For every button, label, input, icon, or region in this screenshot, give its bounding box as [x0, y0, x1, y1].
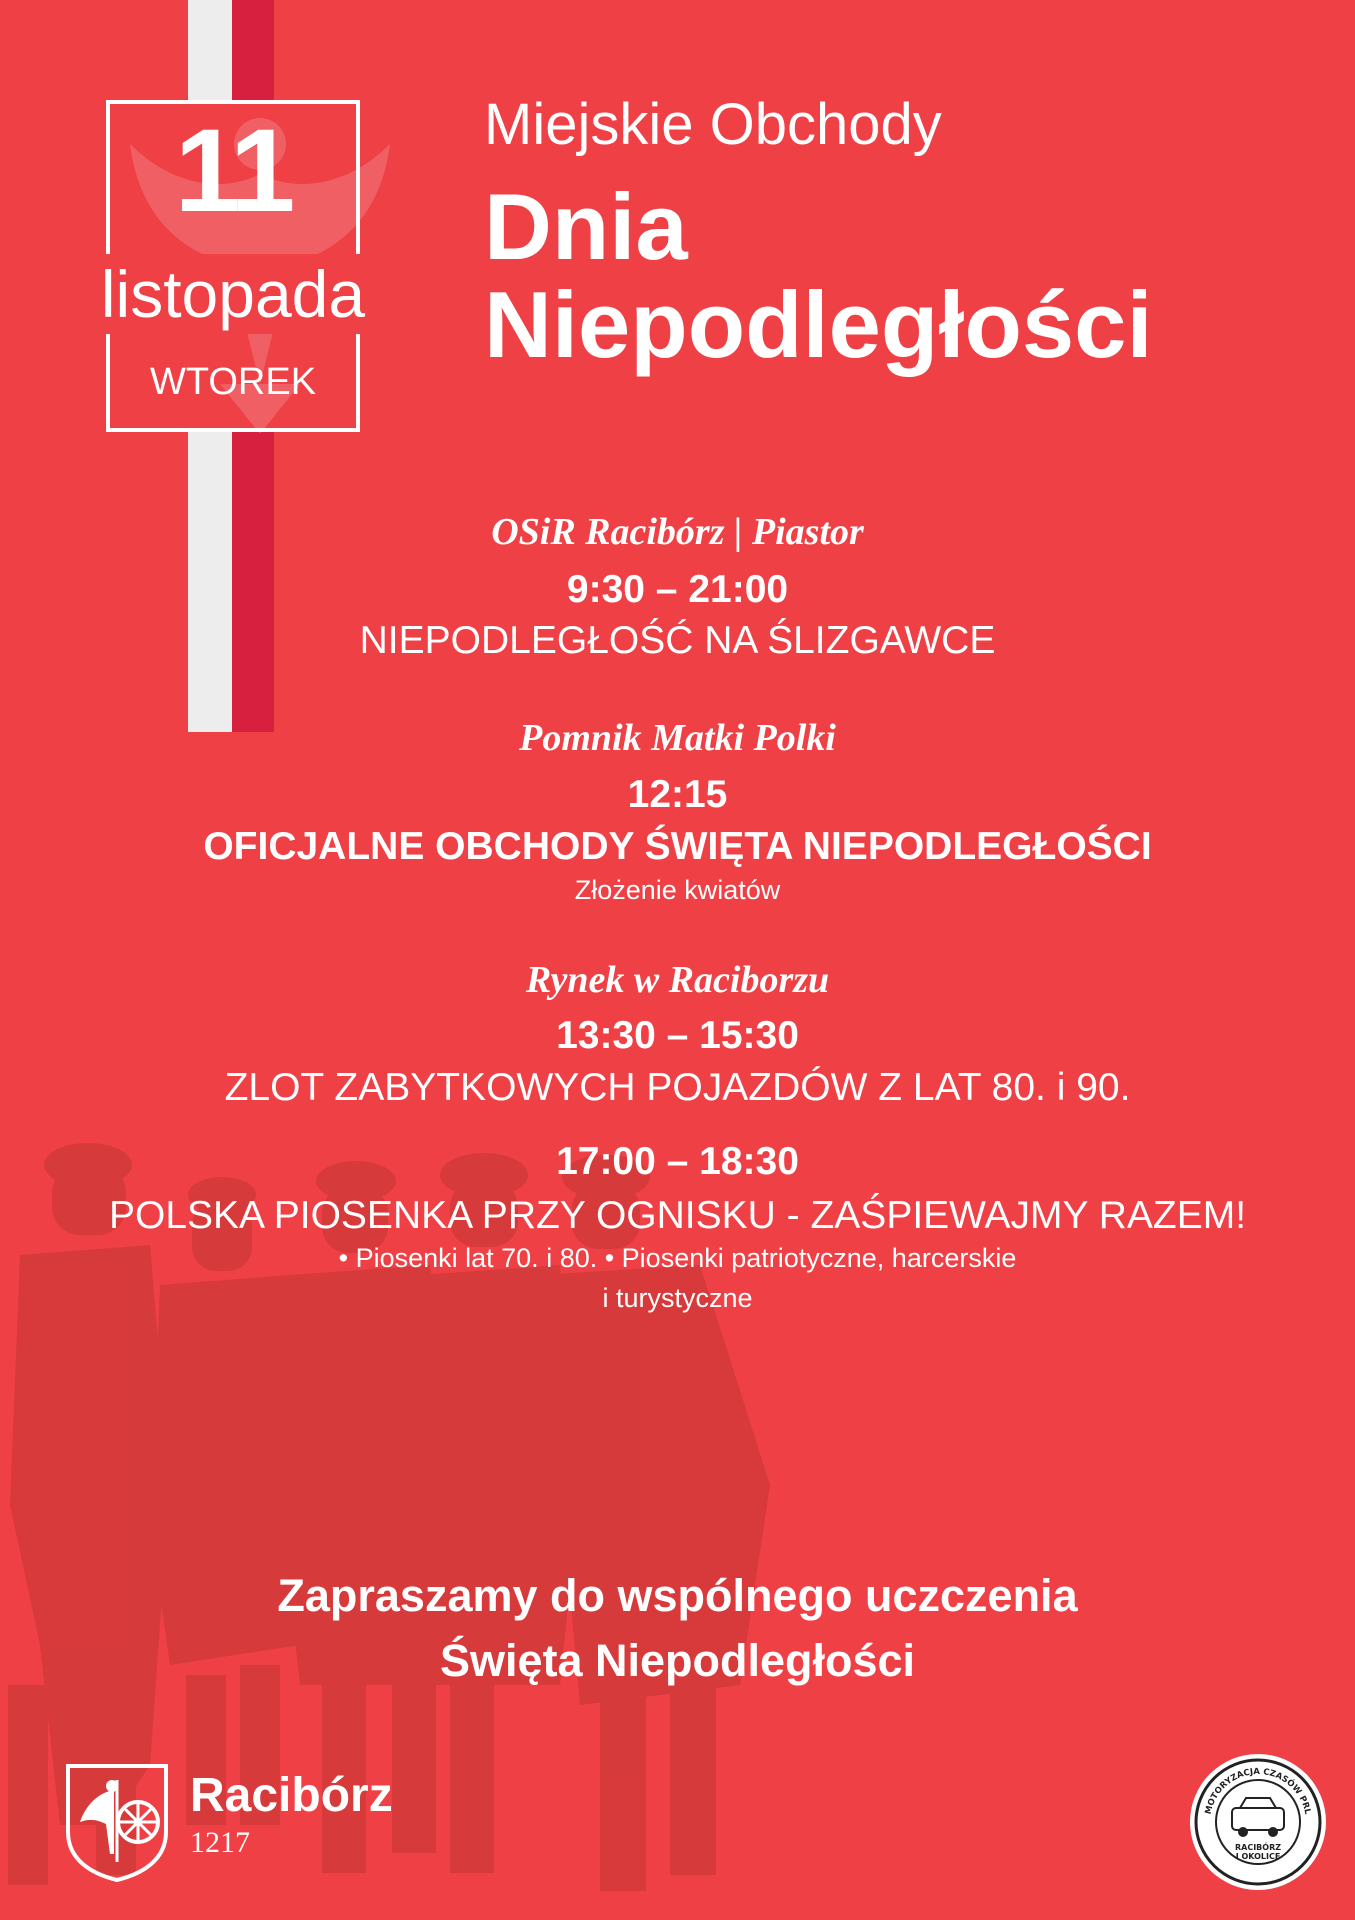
invitation-line-1: Zapraszamy do wspólnego uczczenia: [277, 1570, 1078, 1621]
event-3-venue: Rynek w Raciborzu: [525, 959, 830, 1001]
title-pre: Miejskie Obchody: [484, 92, 942, 157]
club-logo-bottom-2: I OKOLICE: [1235, 1852, 1281, 1861]
title-line-2: Niepodległości: [484, 272, 1153, 377]
event-2-note: Złożenie kwiatów: [574, 875, 781, 905]
date-month: listopada: [58, 254, 408, 334]
event-2-venue: Pomnik Matki Polki: [519, 717, 836, 759]
title-line-1: Dnia: [484, 174, 688, 279]
event-3-time: 13:30 – 15:30: [556, 1014, 799, 1057]
event-4-time: 17:00 – 18:30: [556, 1140, 799, 1183]
page-title: [484, 174, 1153, 377]
event-4-name: POLSKA PIOSENKA PRZY OGNISKU - ZAŚPIEWAJMY RAZEM!: [108, 1194, 1247, 1237]
club-logo-bottom-1: RACIBÓRZ: [1234, 1843, 1282, 1852]
event-2-name: OFICJALNE OBCHODY ŚWIĘTA NIEPODLEGŁOŚCI: [203, 825, 1152, 868]
invitation-line-2: Święta Niepodległości: [439, 1635, 916, 1686]
event-3-name: ZLOT ZABYTKOWYCH POJAZDÓW Z LAT 80. i 90.: [224, 1066, 1131, 1109]
event-1-name: NIEPODLEGŁOŚĆ NA ŚLIZGAWCE: [359, 619, 996, 662]
event-4-note-1: • Piosenki lat 70. i 80. • Piosenki patriotyczne, harcerskie: [338, 1243, 1017, 1273]
event-2-time: 12:15: [627, 773, 728, 816]
car-badge-icon: [1188, 1752, 1328, 1892]
club-logo-top: MOTORYZACJA CZASÓW PRL: [1203, 1766, 1313, 1816]
event-4-note-2: i turystyczne: [602, 1283, 753, 1313]
date-day: 11: [174, 105, 292, 237]
city-name: Racibórz: [190, 1769, 393, 1822]
city-year: 1217: [190, 1826, 250, 1859]
date-weekday: WTOREK: [149, 361, 317, 403]
eagle-crest-icon: [64, 1762, 170, 1882]
event-1-venue: OSiR Racibórz | Piastor: [491, 511, 864, 553]
event-1-time: 9:30 – 21:00: [566, 568, 789, 611]
